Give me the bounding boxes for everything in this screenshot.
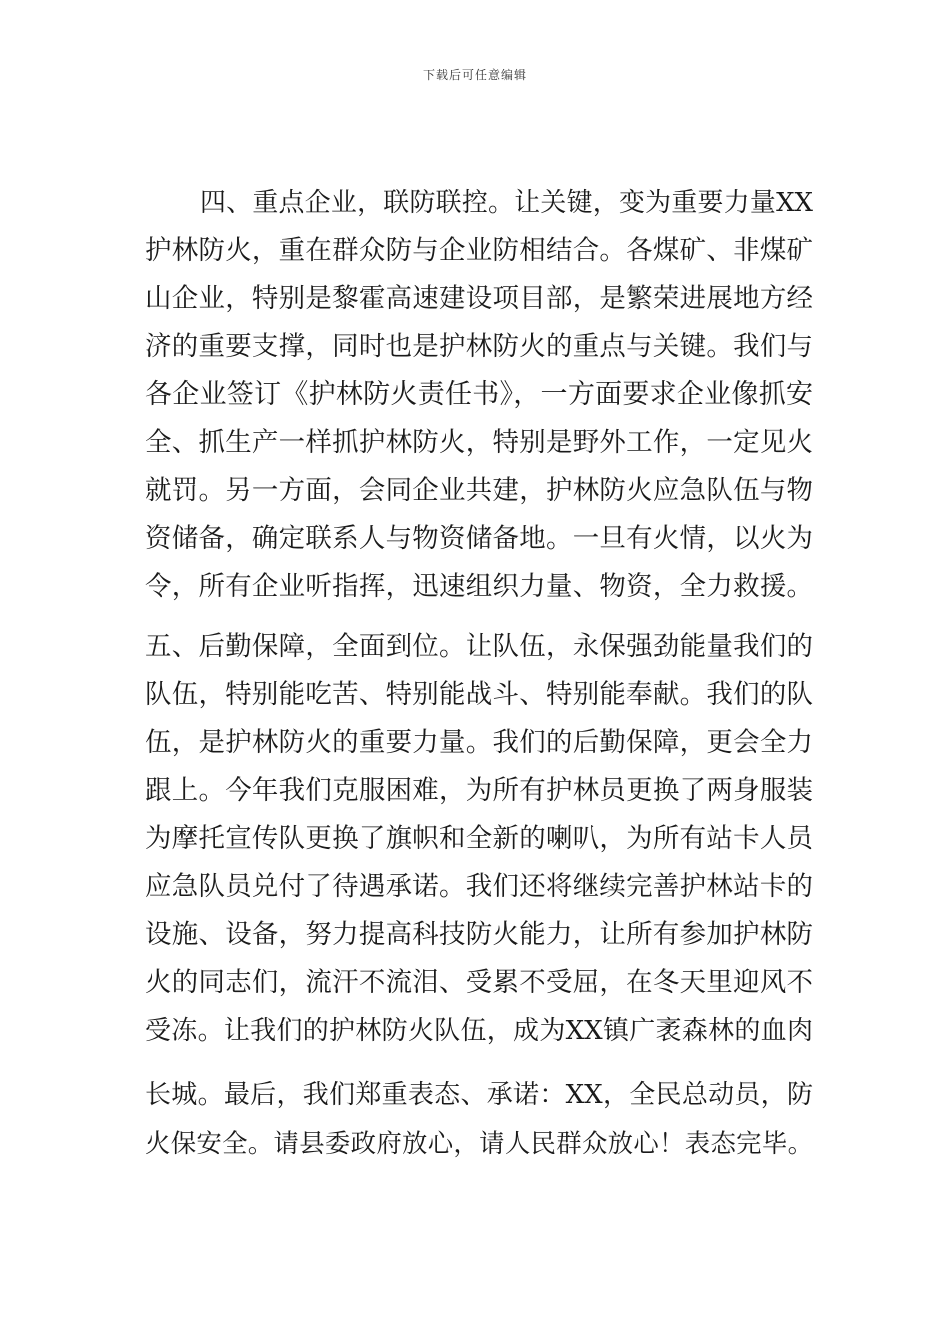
text-line: 全、抓生产一样抓护林防火，特别是野外工作，一定见火	[145, 427, 813, 458]
page-header: 下载后可任意编辑	[422, 68, 527, 82]
text-line: 应急队员兑付了待遇承诺。我们还将继续完善护林站卡的	[145, 871, 813, 902]
text-line: 护林防火，重在群众防与企业防相结合。各煤矿、非煤矿	[145, 235, 813, 266]
text-line: 火的同志们，流汗不流泪、受累不受屈，在冬天里迎风不	[145, 967, 813, 998]
text-line: 跟上。今年我们克服困难，为所有护林员更换了两身服装	[145, 775, 813, 806]
text-line: 资储备，确定联系人与物资储备地。一旦有火情，以火为	[145, 523, 813, 554]
text-line: 伍，是护林防火的重要力量。我们的后勤保障，更会全力	[145, 727, 813, 758]
text-line: 为摩托宣传队更换了旗帜和全新的喇叭，为所有站卡人员	[145, 823, 813, 854]
text-line: 长城。最后，我们郑重表态、承诺：XX，全民总动员，防	[145, 1080, 813, 1110]
text-line: 队伍，特别能吃苦、特别能战斗、特别能奉献。我们的队	[145, 679, 813, 710]
text-line: 火保安全。请县委政府放心，请人民群众放心！表态完毕。	[145, 1128, 813, 1158]
text-line: 五、后勤保障，全面到位。让队伍，永保强劲能量我们的	[145, 631, 813, 662]
text-line: 济的重要支撑，同时也是护林防火的重点与关键。我们与	[145, 331, 813, 362]
text-line: 就罚。另一方面，会同企业共建，护林防火应急队伍与物	[145, 475, 813, 506]
text-line: 各企业签订《护林防火责任书》，一方面要求企业像抓安	[145, 379, 813, 410]
text-line: 四、重点企业，联防联控。让关键，变为重要力量XX	[200, 188, 813, 218]
text-line: 受冻。让我们的护林防火队伍，成为XX镇广袤森林的血肉	[145, 1016, 813, 1046]
text-line: 令，所有企业听指挥，迅速组织力量、物资，全力救援。	[145, 571, 813, 602]
text-line: 设施、设备，努力提高科技防火能力，让所有参加护林防	[145, 919, 813, 950]
text-line: 山企业，特别是黎霍高速建设项目部，是繁荣进展地方经	[145, 283, 813, 314]
